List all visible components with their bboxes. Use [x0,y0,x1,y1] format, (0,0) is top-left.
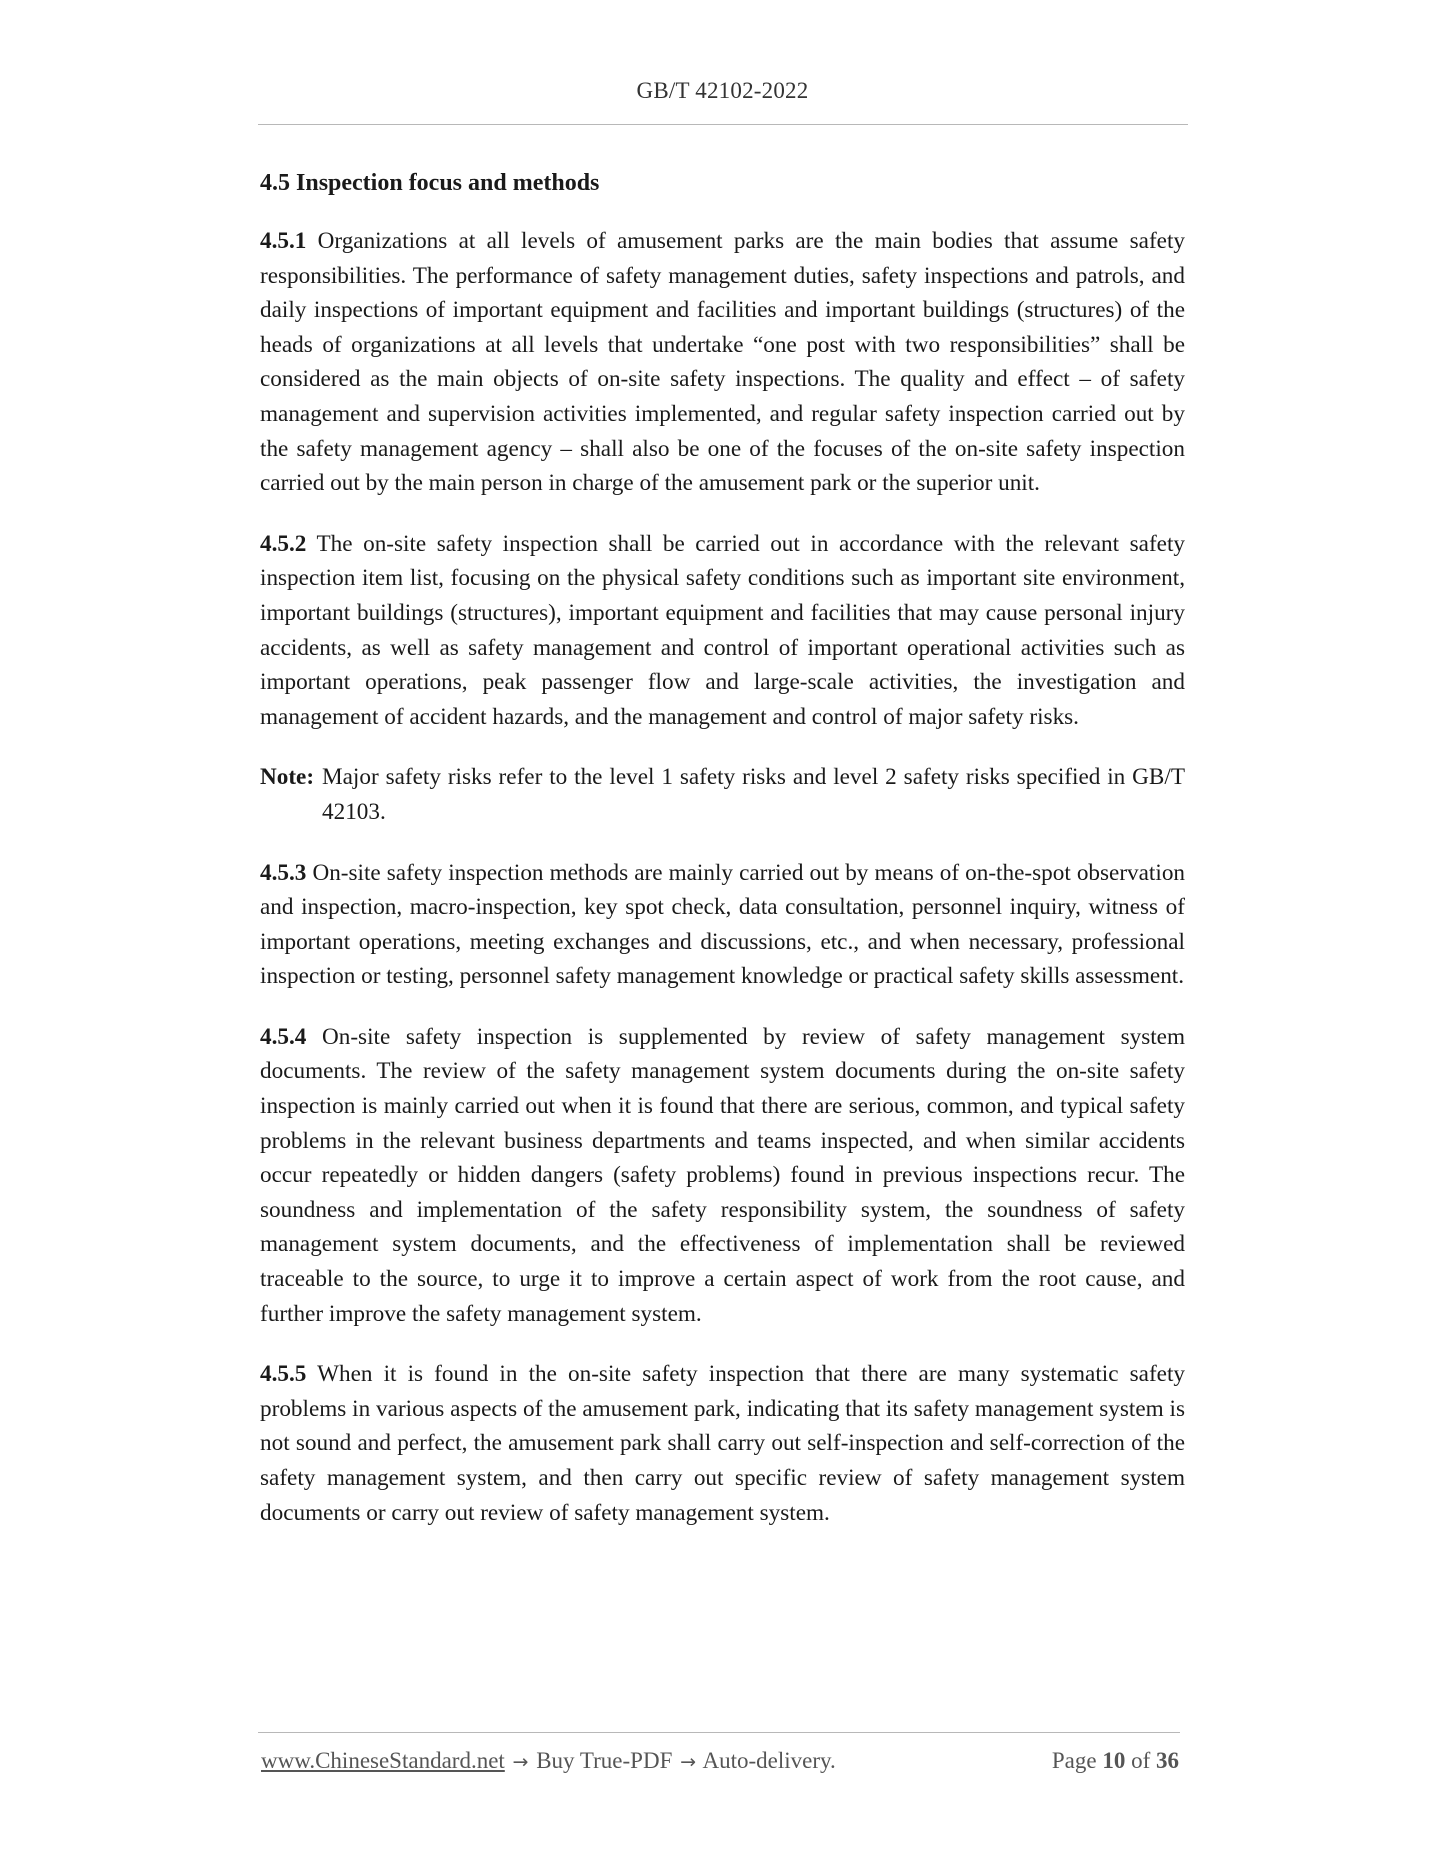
total-pages: 36 [1156,1748,1179,1773]
clause-number: 4.5.3 [260,859,307,886]
document-body [260,166,1185,1556]
clause-4-5-3 [260,856,1185,994]
clause-4-5-5 [260,1357,1185,1530]
footer-divider [258,1732,1180,1733]
clause-text: When it is found in the on-site safety inspection that there are many systematic safety problems in various aspects of the amusement park, indicating that its safety management system is not sound and perfect, the amusement park shall carry out self-inspection and self-correction of the safety management system, and then carry out specific review of safety management system documents or carry out review of safety management system. [260,1361,1185,1526]
clause-number: 4.5.4 [260,1023,307,1050]
clause-text: On-site safety inspection methods are mainly carried out by means of on-the-spot observation and inspection, macro-inspection, key spot check, data consultation, personnel inquiry, witness of important operations, meeting exchanges and discussions, etc., and when necessary, professional inspection or testing, personnel safety management knowledge or practical safety skills assessment. [260,859,1186,990]
current-page: 10 [1102,1748,1126,1773]
note-block [260,760,1185,829]
page-word: Page [1051,1748,1097,1773]
buy-true-pdf-text: Buy True-PDF [536,1748,673,1773]
arrow-right-icon: → [512,1751,529,1773]
clause-4-5-4 [260,1020,1185,1331]
arrow-right-icon: → [680,1751,697,1773]
clause-4-5-2 [260,527,1185,735]
footer-promo [261,1748,836,1774]
clause-text: Organizations at all levels of amusement parks are the main bodies that assume safety responsibilities. The performance of safety management duties, safety inspections and patrols, and daily inspections of important equipment and facilities and important buildings (structures) of the heads of organizations at all levels that undertake “one post with two responsibilities” shall be considered as the main objects of on-site safety inspections. The quality and effect – of safety management and supervision activities implemented, and regular safety inspection carried out by the safety management agency – shall also be one of the focuses of the on-site safety inspection carried out by the main person in charge of the amusement park or the superior unit. [260,228,1185,497]
clause-4-5-1 [260,224,1185,501]
note-label: Note: [260,764,315,791]
website-link[interactable]: www.ChineseStandard.net [261,1748,505,1773]
clause-number: 4.5.5 [260,1361,307,1388]
section-heading: 4.5 Inspection focus and methods [260,170,600,196]
clause-number: 4.5.2 [260,530,307,557]
page-footer [261,1748,1179,1782]
of-word: of [1131,1748,1151,1773]
clause-number: 4.5.1 [260,228,307,254]
clause-text: The on-site safety inspection shall be carried out in accordance with the relevant safety inspection item list, focusing on the physical safety conditions such as important site environment, important buildings (structures), important equipment and facilities that may cause personal injury accidents, as well as safety management and control of important operational activities such as important operations, peak passenger flow and large-scale activities, the investigation and management of accident hazards, and the management and control of major safety risks. [260,530,1185,730]
clause-text: On-site safety inspection is supplemented by review of safety management system documents. The review of the safety management system documents during the on-site safety inspection is mainly carried out when it is found that there are serious, common, and typical safety problems in the relevant business departments and teams inspected, and when similar accidents occur repeatedly or hidden dangers (safety problems) found in previous inspections recur. The soundness and implementation of the safety responsibility system, the soundness of safety management system documents, and the effectiveness of implementation shall be reviewed traceable to the source, to urge it to improve a certain aspect of work from the root cause, and further improve the safety management system. [260,1023,1186,1327]
note-text: Major safety risks refer to the level 1 safety risks and level 2 safety risks specified in GB/T 42103. [322,764,1185,825]
header-divider [258,124,1188,125]
page-number [1052,1748,1179,1774]
document-code-header: GB/T 42102-2022 [636,78,809,103]
auto-delivery-text: Auto-delivery. [702,1748,836,1773]
